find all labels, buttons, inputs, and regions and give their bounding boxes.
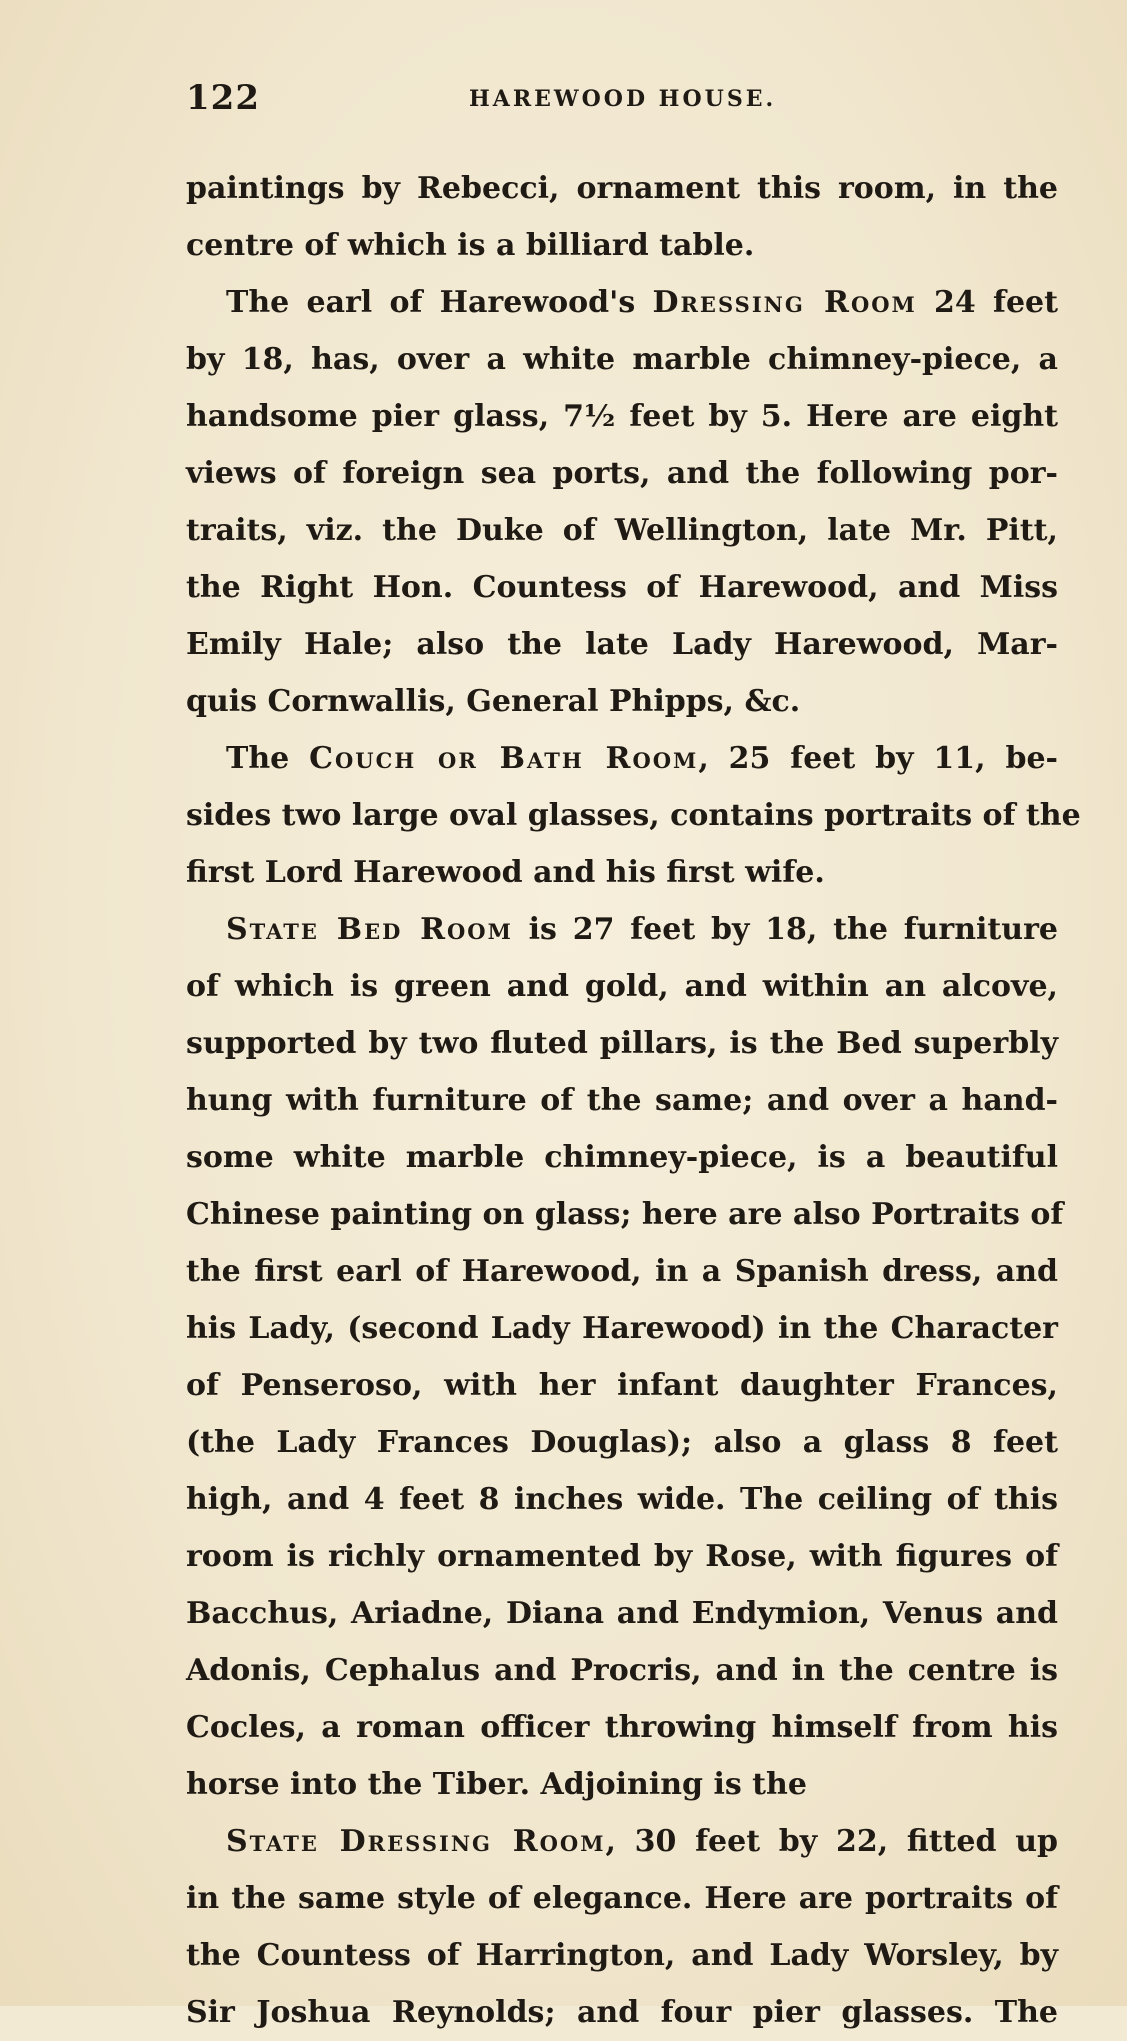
text-segment: The earl of Harewood's — [226, 285, 653, 320]
text-line — [186, 160, 1058, 217]
text-segment: horse into the Tiber. Adjoining is the — [186, 1767, 807, 1802]
text-line — [186, 1642, 1058, 1699]
text-line — [186, 1927, 1058, 1984]
text-segment: the Countess of Harrington, and Lady Worsley, by — [186, 1938, 1058, 1973]
room-name: State Bed Room — [226, 912, 513, 947]
text-line — [186, 1585, 1058, 1642]
text-segment: of Penseroso, with her infant daughter Frances, — [186, 1368, 1058, 1403]
text-segment: paintings by Rebecci, ornament this room, in the — [186, 171, 1058, 206]
room-name: Couch or Bath Room — [309, 741, 699, 776]
text-line — [186, 559, 1058, 616]
text-line — [186, 1186, 1064, 1243]
text-line — [186, 673, 1058, 730]
text-segment: is 27 feet by 18, the furniture — [512, 912, 1058, 947]
text-segment: 24 feet — [916, 285, 1058, 320]
text-segment: room is richly ornamented by Rose, with figures of — [186, 1539, 1058, 1574]
text-segment: , 25 feet by 11, be- — [698, 741, 1059, 776]
text-segment: his Lady, (second Lady Harewood) in the Character — [186, 1311, 1058, 1346]
text-line — [186, 445, 1058, 502]
room-name: State Dressing Room — [226, 1824, 606, 1859]
text-segment: , 30 feet by 22, fitted up — [605, 1824, 1058, 1859]
page-number: 122 — [186, 78, 260, 118]
text-line — [186, 331, 1058, 388]
text-line — [186, 616, 1058, 673]
text-line — [186, 1015, 1058, 1072]
text-segment: Bacchus, Ariadne, Diana and Endymion, Venus and — [186, 1596, 1058, 1631]
text-line — [186, 217, 1058, 274]
text-line — [186, 502, 1058, 559]
running-head: HAREWOOD HOUSE. — [469, 86, 777, 112]
text-line — [186, 1870, 1058, 1927]
text-line — [186, 1414, 1058, 1471]
text-line — [186, 958, 1058, 1015]
text-line — [186, 844, 1058, 901]
text-line — [186, 1528, 1058, 1585]
text-segment: the first earl of Harewood, in a Spanish dress, and — [186, 1254, 1058, 1289]
text-segment: first Lord Harewood and his first wife. — [186, 855, 825, 890]
text-line — [186, 1129, 1058, 1186]
text-line — [186, 1300, 1058, 1357]
text-line — [186, 1699, 1058, 1756]
text-segment: sides two large oval glasses, contains portraits of the — [186, 798, 1081, 833]
text-segment: views of foreign sea ports, and the following por- — [186, 456, 1058, 491]
text-segment: Adonis, Cephalus and Procris, and in the centre is — [186, 1653, 1058, 1688]
text-segment: Emily Hale; also the late Lady Harewood, Mar- — [186, 627, 1058, 662]
text-line — [186, 901, 1058, 958]
body-text — [186, 160, 1081, 2041]
text-line — [186, 1072, 1058, 1129]
text-segment: traits, viz. the Duke of Wellington, late Mr. Pitt, — [186, 513, 1058, 548]
text-line — [186, 1471, 1058, 1528]
text-line — [186, 1984, 1058, 2041]
text-line — [186, 1243, 1058, 1300]
text-line — [186, 1813, 1058, 1870]
text-line — [186, 1357, 1058, 1414]
text-segment: Chinese painting on glass; here are also Portraits of — [186, 1197, 1064, 1232]
text-segment: of which is green and gold, and within an alcove, — [186, 969, 1058, 1004]
text-line — [186, 274, 1058, 331]
text-line — [186, 388, 1058, 445]
text-segment: Sir Joshua Reynolds; and four pier glasses. The — [186, 1995, 1058, 2030]
text-segment: the Right Hon. Countess of Harewood, and Miss — [186, 570, 1058, 605]
text-segment: (the Lady Frances Douglas); also a glass 8 feet — [186, 1425, 1058, 1460]
text-segment: supported by two fluted pillars, is the Bed superbly — [186, 1026, 1058, 1061]
text-segment: handsome pier glass, 7½ feet by 5. Here are eight — [186, 399, 1058, 434]
room-name: Dressing Room — [652, 285, 917, 320]
text-segment: The — [226, 741, 310, 776]
text-segment: centre of which is a billiard table. — [186, 228, 755, 263]
page-header — [186, 78, 1076, 118]
text-segment: Cocles, a roman officer throwing himself from his — [186, 1710, 1058, 1745]
text-segment: hung with furniture of the same; and over a hand- — [186, 1083, 1058, 1118]
text-segment: high, and 4 feet 8 inches wide. The ceiling of this — [186, 1482, 1058, 1517]
text-segment: by 18, has, over a white marble chimney-piece, a — [186, 342, 1058, 377]
text-segment: some white marble chimney-piece, is a beautiful — [186, 1140, 1058, 1175]
text-line — [186, 1756, 1058, 1813]
text-segment: in the same style of elegance. Here are portraits of — [186, 1881, 1058, 1916]
text-line — [186, 730, 1058, 787]
text-line — [186, 787, 1081, 844]
text-segment: quis Cornwallis, General Phipps, &c. — [186, 684, 801, 719]
